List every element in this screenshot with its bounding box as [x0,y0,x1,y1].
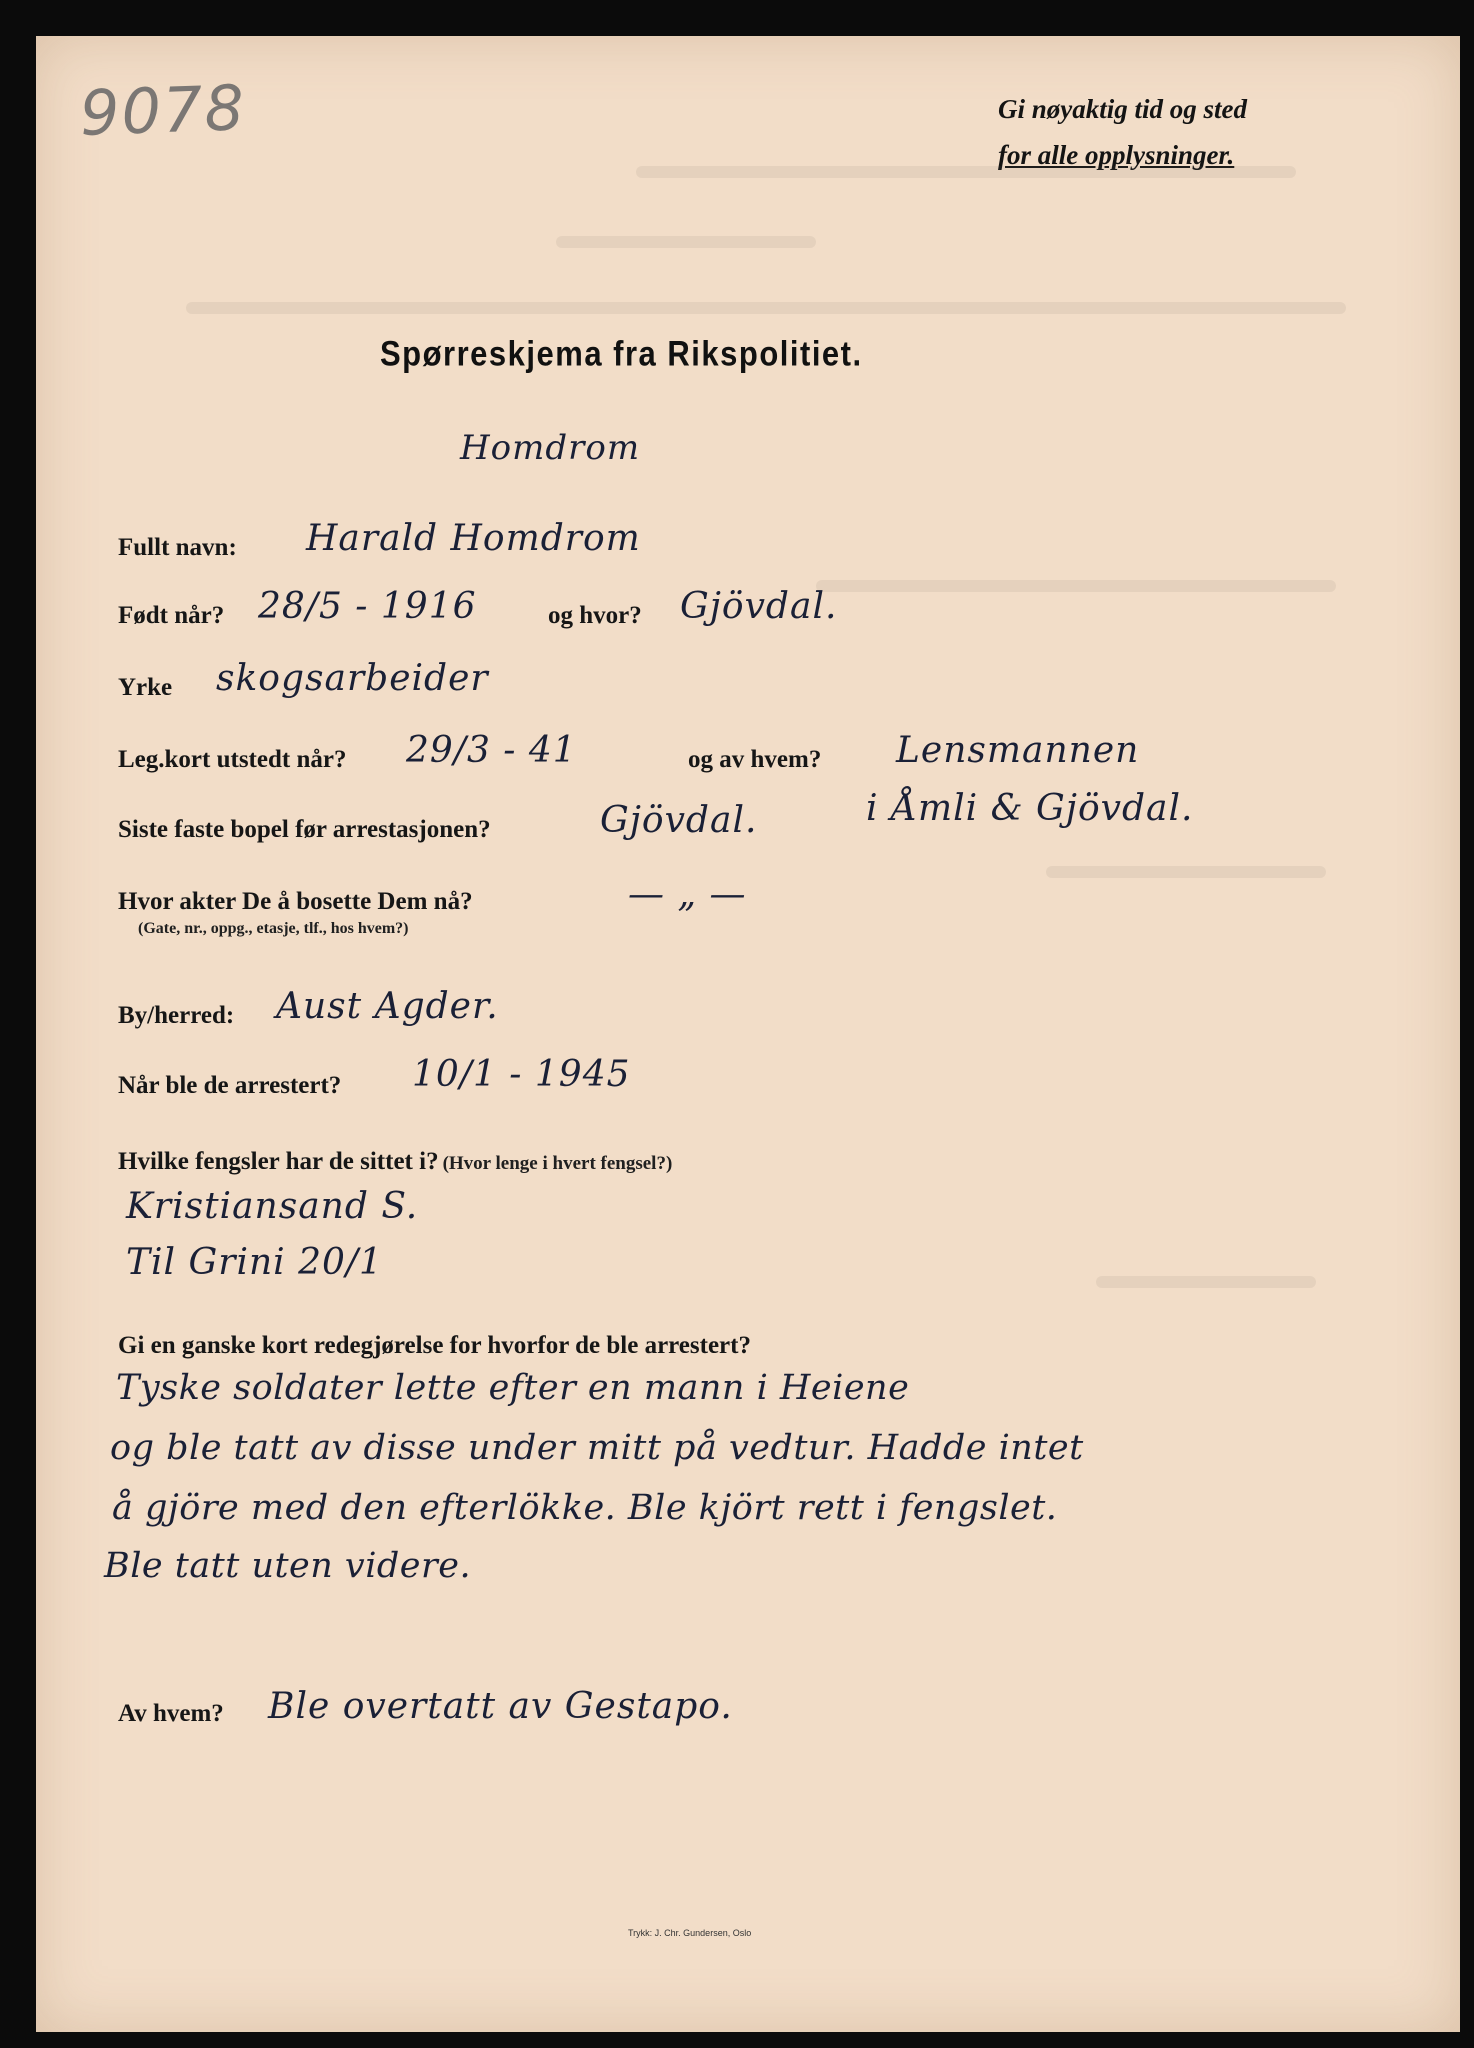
form-title: Spørreskjema fra Rikspolitiet. [380,333,863,374]
notice-line-2: for alle opplysninger. [998,140,1235,170]
document-page [36,36,1460,2032]
archive-number: 9078 [78,71,248,150]
arrested-when-value: 10/1 - 1945 [412,1054,631,1095]
born-where-value: Gjövdal. [680,586,838,627]
bleed-through-mark [186,302,1346,314]
full-name-value: Harald Homdrom [306,518,641,559]
bleed-through-mark [1046,866,1326,878]
prisons-sublabel: (Hvor lenge i hvert fengsel?) [442,1153,673,1174]
municipality-value: Aust Agder. [276,986,499,1027]
bleed-through-mark [1096,1276,1316,1288]
bleed-through-mark [816,580,1336,592]
bleed-through-mark [636,166,1296,178]
last-residence-label: Siste faste bopel før arrestasjonen? [118,816,491,843]
reason-line-3: å gjöre med den efterlökke. Ble kjört rett i fengslet. [112,1488,1058,1528]
by-whom-value: Ble overtatt av Gestapo. [268,1686,733,1727]
born-when-value: 28/5 - 1916 [258,586,477,627]
notice-line-1: Gi nøyaktig tid og sted [998,94,1247,124]
prisons-label: Hvilke fengsler har de sittet i? [118,1148,439,1175]
reason-line-4: Ble tatt uten videre. [104,1546,472,1586]
full-name-label: Fullt navn: [118,534,237,561]
prisons-line-1: Kristiansand S. [126,1186,419,1227]
surname-note: Homdrom [460,428,641,468]
born-when-label: Født når? [118,602,225,629]
reason-line-2: og ble tatt av disse under mitt på vedtur. Hadde intet [110,1428,1084,1468]
id-card-by-label: og av hvem? [688,746,822,773]
settle-where-value: — „ — [628,874,747,915]
municipality-label: By/herred: [118,1002,235,1029]
reason-label: Gi en ganske kort redegjørelse for hvorfor de ble arrestert? [118,1332,751,1359]
id-card-issued-label: Leg.kort utstedt når? [118,746,347,773]
settle-where-sublabel: (Gate, nr., oppg., etasje, tlf., hos hvem?) [138,920,409,937]
id-card-by-value-2: i Åmli & Gjövdal. [866,788,1194,829]
prisons-line-2: Til Grini 20/1 [126,1242,383,1283]
occupation-label: Yrke [118,674,173,701]
born-where-label: og hvor? [548,602,642,629]
last-residence-value: Gjövdal. [600,800,758,841]
printer-credit: Trykk: J. Chr. Gundersen, Oslo [628,1928,752,1938]
arrested-when-label: Når ble de arrestert? [118,1072,342,1099]
prisons-question [118,1148,672,1176]
occupation-value: skogsarbeider [216,658,489,699]
id-card-issued-value: 29/3 - 41 [406,730,577,771]
reason-line-1: Tyske soldater lette efter en mann i Heiene [116,1368,910,1408]
settle-where-label: Hvor akter De å bosette Dem nå? [118,888,473,915]
bleed-through-mark [556,236,816,248]
by-whom-label: Av hvem? [118,1700,224,1727]
id-card-by-value: Lensmannen [896,730,1140,771]
